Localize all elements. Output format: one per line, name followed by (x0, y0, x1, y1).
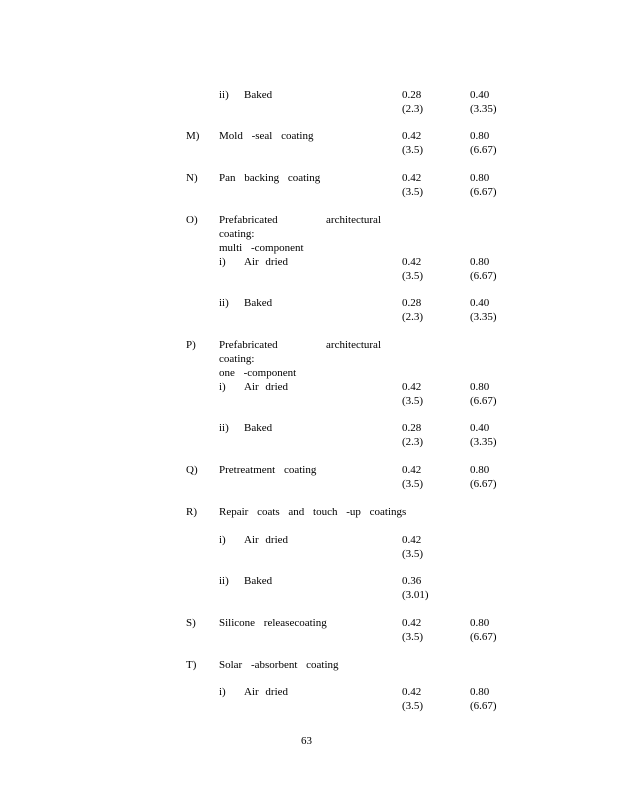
value-column-2 (470, 296, 497, 324)
value-paren: (6.67) (470, 270, 497, 282)
value-paren: (6.67) (470, 144, 497, 156)
item-label (219, 338, 381, 380)
item-label: Pan backing coating (219, 172, 321, 184)
value-column-1 (402, 296, 423, 324)
item-number: ii) (219, 89, 229, 101)
value-column-2 (470, 463, 497, 491)
value: 0.80 (470, 130, 490, 142)
item-letter: M) (186, 130, 200, 142)
item-label: Baked (244, 575, 273, 587)
item-label: Baked (244, 422, 273, 434)
value-paren: (6.67) (470, 395, 497, 407)
value-paren: (3.5) (402, 395, 424, 407)
value-column-2 (470, 380, 497, 408)
item-number: i) (219, 686, 226, 698)
value-column-1 (402, 574, 429, 602)
value: 0.42 (402, 256, 422, 268)
value: 0.80 (470, 617, 490, 629)
item-label: Repair coats and touch -up coatings (219, 506, 407, 518)
value-column-1 (402, 255, 423, 283)
item-label: Air dried (244, 686, 289, 698)
item-letter: S) (186, 617, 196, 629)
value-column-1 (402, 171, 423, 199)
item-letter: N) (186, 172, 198, 184)
value-column-1 (402, 380, 423, 408)
item-label: Pretreatment coating (219, 464, 317, 476)
value-column-2 (470, 88, 497, 116)
value: 0.42 (402, 130, 422, 142)
item-letter: T) (186, 659, 197, 671)
value-column-1 (402, 463, 423, 491)
value-paren: (3.5) (402, 270, 424, 282)
value: 0.28 (402, 422, 422, 434)
value-paren: (3.5) (402, 478, 424, 490)
value-paren: (3.35) (470, 436, 497, 448)
item-label: Air dried (244, 381, 289, 393)
value-paren: (2.3) (402, 103, 424, 115)
value: 0.40 (470, 297, 490, 309)
value-column-1 (402, 533, 423, 561)
item-label: Baked (244, 89, 273, 101)
value: 0.40 (470, 89, 490, 101)
item-number: i) (219, 534, 226, 546)
item-letter: R) (186, 506, 197, 518)
value: 0.40 (470, 422, 490, 434)
item-number: ii) (219, 422, 229, 434)
value-column-2 (470, 171, 497, 199)
item-label: Silicone releasecoating (219, 617, 327, 629)
value-paren: (2.3) (402, 311, 424, 323)
value-paren: (3.35) (470, 311, 497, 323)
item-label: Air dried (244, 534, 289, 546)
value-paren: (6.67) (470, 478, 497, 490)
value: 0.80 (470, 686, 490, 698)
item-label: Solar -absorbent coating (219, 659, 339, 671)
item-label (219, 213, 381, 255)
value-paren: (6.67) (470, 700, 497, 712)
value: 0.42 (402, 381, 422, 393)
value-paren: (3.5) (402, 186, 424, 198)
value-column-2 (470, 616, 497, 644)
item-label: Mold -seal coating (219, 130, 314, 142)
value: 0.80 (470, 172, 490, 184)
value: 0.42 (402, 686, 422, 698)
value-column-2 (470, 421, 497, 449)
item-number: ii) (219, 297, 229, 309)
value: 0.80 (470, 256, 490, 268)
value-column-2 (470, 255, 497, 283)
value: 0.28 (402, 297, 422, 309)
item-letter: O) (186, 214, 198, 226)
item-number: i) (219, 381, 226, 393)
value-column-1 (402, 129, 423, 157)
value-paren: (3.5) (402, 144, 424, 156)
value: 0.80 (470, 381, 490, 393)
value-column-1 (402, 616, 423, 644)
value-paren: (3.5) (402, 631, 424, 643)
item-number: ii) (219, 575, 229, 587)
item-letter: Q) (186, 464, 198, 476)
item-letter: P) (186, 339, 196, 351)
value-column-2 (470, 685, 497, 713)
value-paren: (3.01) (402, 589, 429, 601)
item-label: Air dried (244, 256, 289, 268)
value: 0.28 (402, 89, 422, 101)
item-label-line-1: Prefabricated architectural coating: (219, 339, 381, 365)
value: 0.42 (402, 464, 422, 476)
item-label-line-2: one -component (219, 367, 297, 379)
value-paren: (3.5) (402, 548, 424, 560)
item-number: i) (219, 256, 226, 268)
item-label-line-1: Prefabricated architectural coating: (219, 214, 381, 240)
value: 0.42 (402, 534, 422, 546)
value-column-1 (402, 685, 423, 713)
page-number: 63 (301, 735, 312, 747)
value-paren: (6.67) (470, 186, 497, 198)
value-paren: (6.67) (470, 631, 497, 643)
value-paren: (3.35) (470, 103, 497, 115)
item-label-line-2: multi -component (219, 242, 304, 254)
item-label: Baked (244, 297, 273, 309)
value: 0.36 (402, 575, 422, 587)
value-paren: (3.5) (402, 700, 424, 712)
value: 0.80 (470, 464, 490, 476)
value-paren: (2.3) (402, 436, 424, 448)
value-column-2 (470, 129, 497, 157)
value-column-1 (402, 88, 423, 116)
value: 0.42 (402, 172, 422, 184)
value-column-1 (402, 421, 423, 449)
value: 0.42 (402, 617, 422, 629)
